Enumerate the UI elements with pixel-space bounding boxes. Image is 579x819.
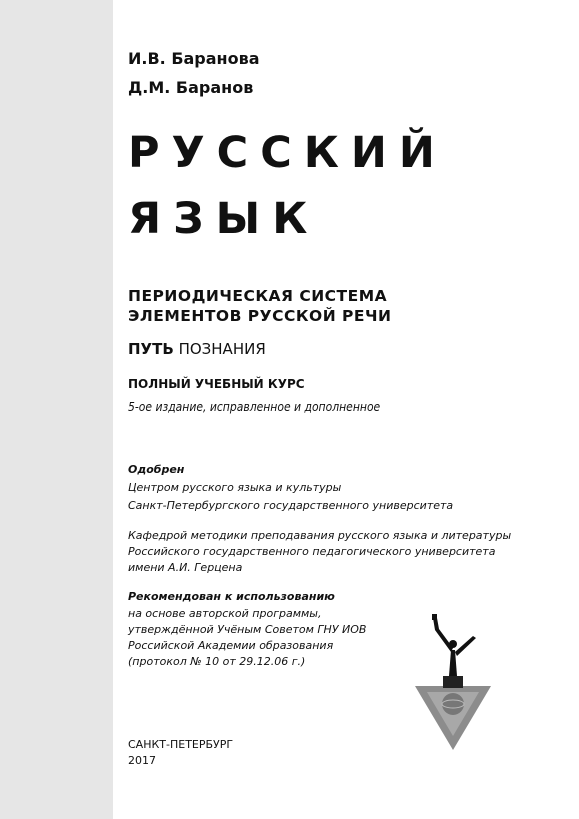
title-line-1: РУССКИЙ [128,128,447,178]
title-page [113,0,579,819]
path-bold: ПУТЬ [128,340,174,358]
city-label: САНКТ-ПЕТЕРБУРГ [128,738,234,751]
recommendation-line-4: (протокол № 10 от 29.12.06 г.) [128,655,306,668]
title-line-2: ЯЗЫК [128,194,320,244]
approval-line-2: Санкт-Петербургского государственного университета [128,499,454,512]
path-normal: ПОЗНАНИЯ [178,340,266,358]
recommendation-line-2: утверждённой Учёным Советом ГНУ ИОВ [128,623,367,636]
year-label: 2017 [128,754,156,767]
approval-heading: Одобрен [128,463,185,476]
author-2: Д.М. Баранов [128,78,254,97]
path-line [128,340,266,358]
approval-line-1: Центром русского языка и культуры [128,481,342,494]
figure-on-triangle-emblem-icon [413,612,493,752]
subtitle-line-2: ЭЛЕМЕНТОВ РУССКОЙ РЕЧИ [128,307,392,325]
recommendation-heading: Рекомендован к использованию [128,590,335,603]
course-label: ПОЛНЫЙ УЧЕБНЫЙ КУРС [128,377,305,391]
department-line-3: имени А.И. Герцена [128,561,243,574]
subtitle-line-1: ПЕРИОДИЧЕСКАЯ СИСТЕМА [128,287,388,305]
department-line-1: Кафедрой методики преподавания русского языка и литературы [128,529,512,542]
department-line-2: Российского государственного педагогического университета [128,545,496,558]
recommendation-line-1: на основе авторской программы, [128,607,322,620]
edition-label: 5-ое издание, исправленное и дополненное [128,400,381,414]
author-1: И.В. Баранова [128,49,260,68]
recommendation-line-3: Российской Академии образования [128,639,334,652]
